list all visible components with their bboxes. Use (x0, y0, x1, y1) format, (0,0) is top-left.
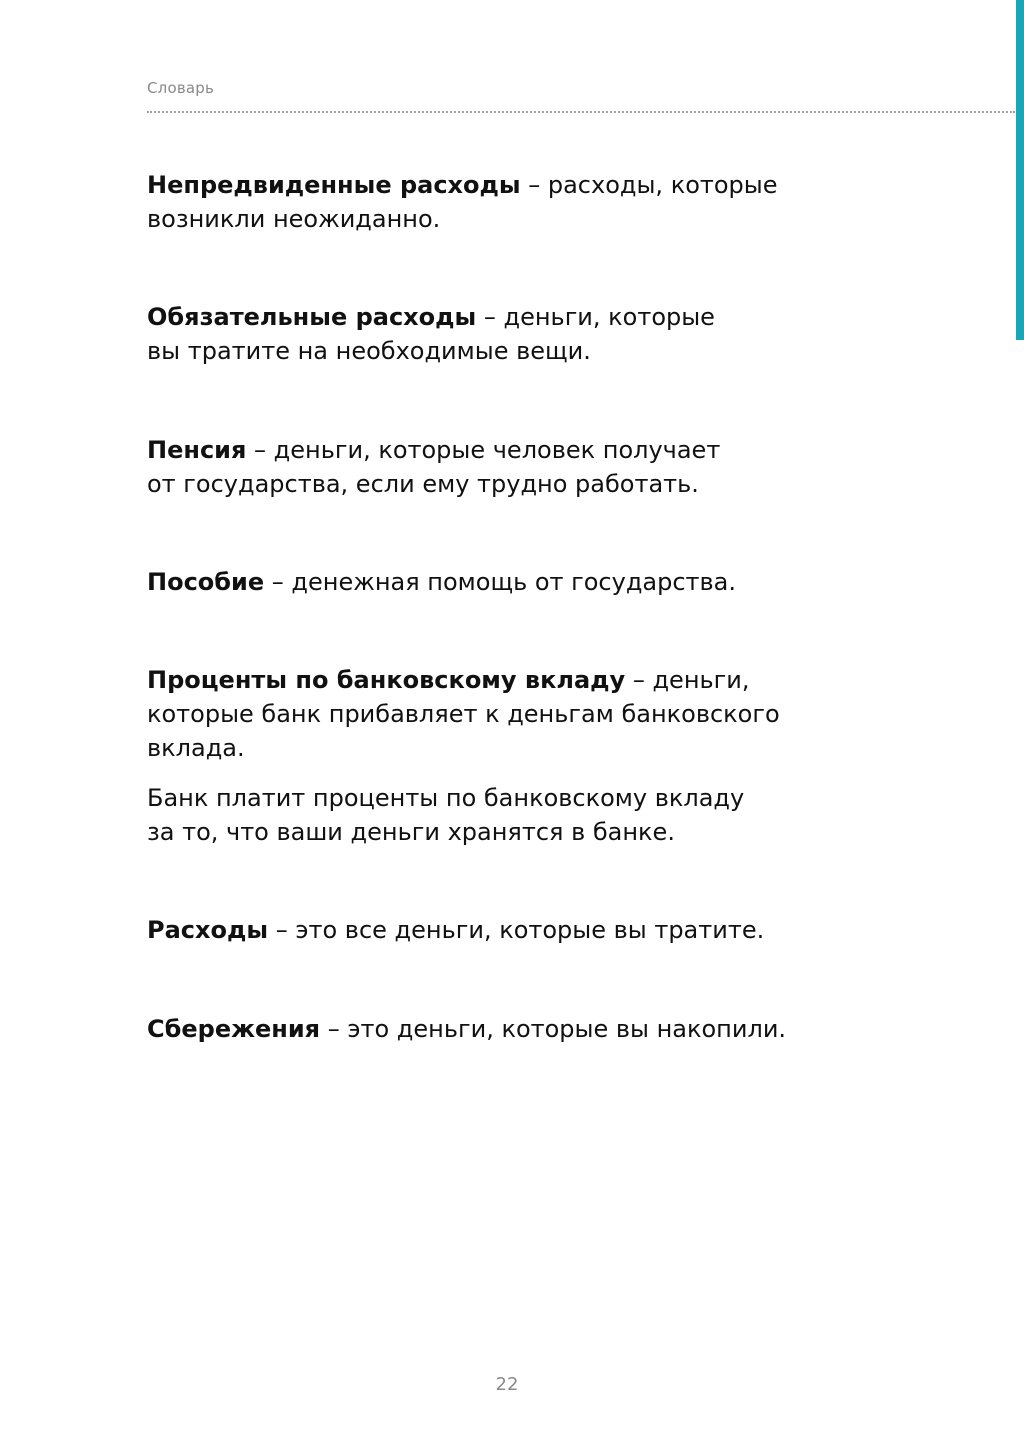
entry-term: Расходы (147, 916, 269, 944)
entry-definition: – это все деньги, которые вы тратите. (268, 916, 765, 944)
entry-text (147, 300, 907, 368)
entry-term: Пенсия (147, 436, 247, 464)
entry-note (147, 781, 907, 849)
header-divider (147, 111, 1015, 113)
glossary-entry-mandatory-expenses (147, 300, 907, 368)
entry-text (147, 663, 907, 765)
entry-term: Сбережения (147, 1015, 321, 1043)
entry-text (147, 168, 907, 236)
section-title: Словарь (147, 79, 215, 97)
entry-definition: – денежная помощь от государства. (264, 568, 737, 596)
entry-definition-line: вы тратите на необходимые вещи. (147, 337, 591, 365)
glossary-entry-expenses (147, 913, 907, 947)
entry-text (147, 1012, 907, 1046)
entry-definition-line: от государства, если ему трудно работать. (147, 470, 699, 498)
entry-definition: – деньги, которые человек получает (246, 436, 721, 464)
entry-definition-line: возникли неожиданно. (147, 205, 441, 233)
entry-term: Пособие (147, 568, 265, 596)
entry-definition: – это деньги, которые вы накопили. (320, 1015, 787, 1043)
entry-note-line: Банк платит проценты по банковскому вкладу (147, 784, 745, 812)
glossary-entry-deposit-interest (147, 663, 907, 849)
entry-note-line: за то, что ваши деньги хранятся в банке. (147, 818, 675, 846)
entry-term: Непредвиденные расходы (147, 171, 521, 199)
entry-definition: – расходы, которые (520, 171, 778, 199)
glossary-entry-unforeseen-expenses (147, 168, 907, 236)
page-number: 22 (495, 1374, 519, 1395)
entry-text (147, 913, 907, 947)
entry-definition: – деньги, (625, 666, 750, 694)
entry-text (147, 433, 907, 501)
entry-definition: – деньги, которые (476, 303, 715, 331)
entry-term: Проценты по банковскому вкладу (147, 666, 626, 694)
entry-definition-line: вклада. (147, 734, 245, 762)
glossary-entry-pension (147, 433, 907, 501)
entry-term: Обязательные расходы (147, 303, 477, 331)
entry-definition-line: которые банк прибавляет к деньгам банковского (147, 700, 780, 728)
glossary-entry-savings (147, 1012, 907, 1046)
accent-bar (1016, 0, 1024, 340)
glossary-entry-benefit (147, 565, 907, 599)
entry-text (147, 565, 907, 599)
